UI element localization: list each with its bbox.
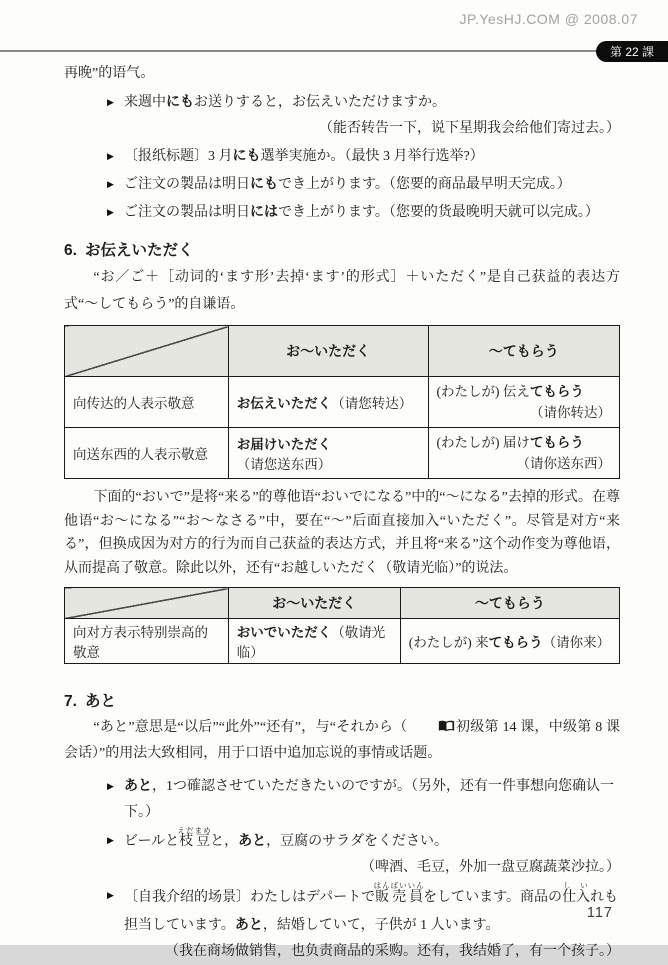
- page-content: [64, 62, 620, 965]
- example-jp: ご注文の製品は明日にもでき上がります。（您要的商品最早明天完成。）: [124, 175, 571, 192]
- example-jp: ご注文の製品は明日にはでき上がります。（您要的货最晚明天就可以完成。）: [124, 203, 599, 220]
- example-jp: ビールと枝豆えだまめと，あと，豆腐のサラダをください。: [124, 826, 449, 849]
- keigo-form-cell: おいでいただく（敬请光临）: [228, 619, 400, 664]
- example-translation: （我在商场做销售，也负责商品的采购。还有，我结婚了，有一个孩子。）: [165, 944, 620, 959]
- plain-form-cell: (わたしが) 伝えてもらう （请你转达）: [428, 377, 619, 428]
- plain-form-cell: (わたしが) 届けてもらう （请你送东西）: [428, 428, 619, 479]
- page-number: 117: [586, 905, 613, 921]
- section-number: 6.: [64, 242, 77, 259]
- bullet-icon: ▶: [107, 151, 114, 161]
- column-header: お～いただく: [228, 326, 428, 377]
- example-item: [107, 88, 620, 116]
- example-jp: 〔自我介绍的场景〕わたしはデパートで販売員はんばいいんをしています。商品の仕入し いれも担当しています。あと，結婚していて，子供が 1 人います。: [124, 881, 619, 933]
- header-rule: [0, 50, 640, 52]
- column-header: ～てもらう: [400, 588, 619, 619]
- section-title: お伝えいただく: [84, 242, 194, 259]
- section-7-heading: [64, 691, 620, 713]
- table-row: [65, 377, 620, 428]
- example-item: [107, 826, 620, 855]
- bullet-icon: ▶: [107, 781, 114, 791]
- book-icon: [408, 716, 454, 741]
- bullet-icon: ▶: [107, 179, 114, 189]
- column-header: ～てもらう: [428, 326, 619, 377]
- section-7-paragraph: “あと”意思是“以后”“此外”“还有”，与“それから（ 初级第 14 课，中级第 8 课会话）”的用法大致相同，用于口语中追加忘说的事情或话题。: [64, 715, 620, 766]
- example-jp: 来週中にもお送りすると，お伝えいただけますか。: [124, 93, 446, 110]
- furigana-word: 仕入し い: [562, 881, 591, 905]
- example-item: [107, 881, 620, 939]
- section-title: あと: [84, 693, 116, 710]
- plain-form-cell: (わたしが) 来てもらう（请你来）: [400, 619, 619, 664]
- table-row: [65, 428, 620, 479]
- row-label: 向对方表示特别崇高的敬意: [65, 619, 229, 664]
- furigana-word: 販売員はんばいいん: [373, 881, 425, 905]
- intro-examples: [107, 88, 620, 226]
- keigo-form-cell: お伝えいただく（请您转达）: [228, 377, 428, 428]
- bullet-icon: ▶: [107, 890, 114, 900]
- keigo-table-1: [64, 325, 620, 479]
- example-jp: あと，1つ確認させていただきたいのですが。（另外，还有一件事想向您确认一下。）: [124, 777, 614, 820]
- section-6-heading: [64, 240, 620, 262]
- site-watermark: JP.YesHJ.COM @ 2008.07: [459, 11, 638, 27]
- carryover-line: 再晚”的语气。: [64, 66, 155, 81]
- example-translation: （啤酒、毛豆，外加一盘豆腐蔬菜沙拉。）: [361, 860, 620, 875]
- example-item: [107, 198, 620, 226]
- example-jp: 〔报纸标题〕3 月にも選挙実施か。（最快 3 月举行选举?）: [124, 147, 484, 164]
- bullet-icon: ▶: [107, 97, 114, 107]
- bullet-icon: ▶: [107, 835, 114, 845]
- diagonal-cell: [65, 326, 229, 377]
- diagonal-cell: [65, 588, 229, 619]
- example-item: [107, 142, 620, 170]
- example-item: [107, 170, 620, 198]
- section-6-paragraph: “お／ご＋［动词的‘ます形’去掉‘ます’的形式］＋いただく”是自己获益的表达方式“～してもらう”的自谦语。: [64, 270, 620, 312]
- keigo-form-cell: お届けいただく（请您送东西）: [228, 428, 428, 479]
- section-6-paragraph-2: 下面的“おいで”是将“来る”的尊他语“おいでになる”中的“～になる”去掉的形式。在尊他语“お～になる”“お～なさる”中，要在“～”后面直接加入“いただく”。尽管是对方“来る”，但换成因为对方的行为而自己获益的表达方式，并且将“来る”这个动作变为尊他语，从而提高了敬意。除此以外，还有“お越しいただく（敬请光临）”的说法。: [64, 490, 620, 576]
- row-label: 向传达的人表示敬意: [65, 377, 229, 428]
- table-header-row: [65, 588, 620, 619]
- example-item: [107, 772, 620, 826]
- table-header-row: [65, 326, 620, 377]
- lesson-badge: 第 22 課: [596, 41, 668, 62]
- section-number: 7.: [64, 693, 77, 710]
- section-7-examples: [107, 772, 620, 965]
- bullet-icon: ▶: [107, 207, 114, 217]
- keigo-table-2: [64, 587, 620, 664]
- column-header: お～いただく: [228, 588, 400, 619]
- row-label: 向送东西的人表示敬意: [65, 428, 229, 479]
- example-translation: （能否转告一下，说下星期我会给他们寄过去。）: [319, 121, 620, 136]
- furigana-word: 枝豆えだまめ: [177, 826, 212, 849]
- table-row: [65, 619, 620, 664]
